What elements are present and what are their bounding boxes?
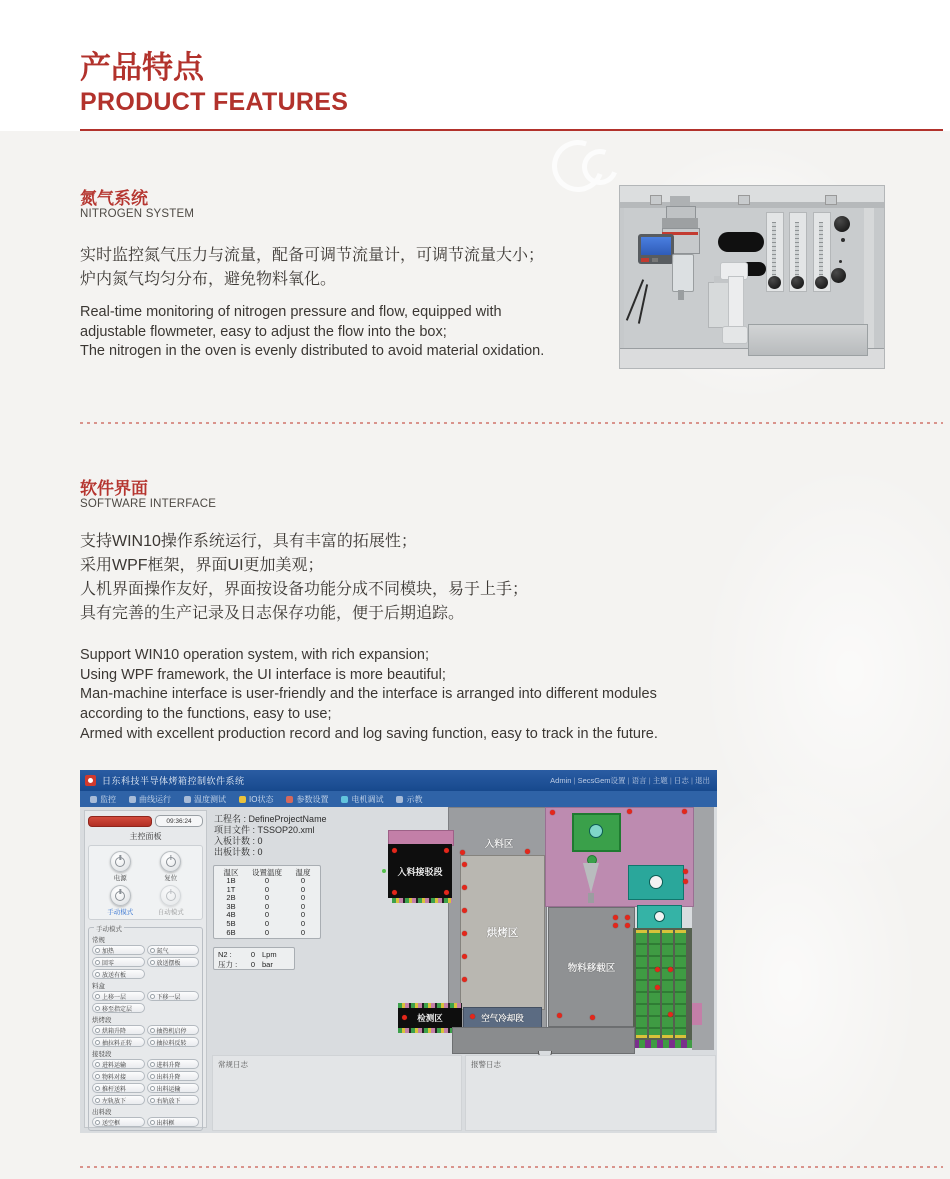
- tab-icon: [286, 796, 293, 803]
- toolbar-tab: 温度测试: [184, 794, 226, 805]
- page-title-en: PRODUCT FEATURES: [80, 88, 349, 116]
- tab-icon: [341, 796, 348, 803]
- toolbar-tab: 示教: [396, 794, 422, 805]
- round-button: [110, 851, 131, 872]
- status-dot: [683, 879, 688, 884]
- pipe: [728, 276, 744, 332]
- status-dot: [525, 849, 530, 854]
- titlebar-menu-item: | SecsGem设置: [571, 776, 625, 785]
- status-dot: [444, 890, 449, 895]
- panel-slot: [718, 232, 764, 252]
- flowmeter-knob: [768, 276, 781, 289]
- control-group: 接驳段 进料运输 进料升降 物料对接 出料升降 推杆送料 出料运输 左轨放下 右轨放下: [92, 1049, 199, 1105]
- software-text-en: [80, 646, 658, 745]
- flowmeter-tube: [772, 222, 776, 278]
- temp-row: 5B 0 0: [226, 918, 306, 928]
- round-button-label: 手动模式: [107, 909, 134, 916]
- frame-apron: [452, 1027, 635, 1054]
- status-dot: [462, 862, 467, 867]
- control-button: 下移一层: [147, 991, 200, 1001]
- app-toolbar: [80, 791, 717, 807]
- round-button-label: 自动模式: [157, 909, 184, 916]
- panel-title: 主控面板: [129, 832, 162, 841]
- text-line: Man-machine interface is user-friendly and the interface is arranged into different modules: [80, 686, 657, 703]
- tab-icon: [184, 796, 191, 803]
- software-heading-zh: 软件界面: [80, 479, 148, 498]
- gas-line: 压力 : 0 bar: [218, 960, 290, 970]
- control-button: 抽热机启停: [147, 1025, 200, 1035]
- valve-knob: [834, 216, 850, 232]
- status-dot: [655, 985, 660, 990]
- text-line: Real-time monitoring of nitrogen pressure and flow, equipped with: [80, 304, 502, 320]
- ce-watermark: [552, 136, 616, 200]
- temp-row: 1B 0 0: [226, 876, 306, 885]
- status-dot: [550, 810, 555, 815]
- text-line: 实时监控氮气压力与流量，配备可调节流量计，可调节流量大小；: [80, 247, 545, 264]
- progress-bar: [88, 816, 152, 827]
- info-line: 工程名 : DefineProjectName: [214, 814, 327, 825]
- status-dot: [627, 809, 632, 814]
- app-title: 日东科技半导体烤箱控制软件系统: [102, 776, 245, 786]
- control-button: 左轨放下: [92, 1095, 145, 1105]
- text-line: Support WIN10 operation system, with rich expansion;: [80, 647, 429, 663]
- status-dot: [462, 931, 467, 936]
- control-button: 右轨放下: [147, 1095, 200, 1105]
- bottom-divider: [80, 1166, 943, 1168]
- titlebar-menu-item: | 退出: [689, 776, 710, 785]
- power-icon: [166, 857, 176, 867]
- hopper-cone: [583, 863, 599, 893]
- round-button: [110, 885, 131, 906]
- tab-icon: [239, 796, 246, 803]
- power-icon: [115, 891, 125, 901]
- app-titlebar: [80, 770, 717, 791]
- titlebar-menu-item: | 日志: [668, 776, 689, 785]
- text-line: adjustable flowmeter, easy to adjust the flow into the box;: [80, 323, 447, 340]
- round-button: [160, 851, 181, 872]
- control-button: 移至指定层: [92, 1003, 145, 1013]
- temperature-box: [213, 865, 321, 939]
- log-title: 报警日志: [471, 1060, 501, 1069]
- temp-row: 1T 0 0: [226, 884, 306, 894]
- control-button: 出料框: [147, 1117, 200, 1127]
- control-button: 放送摆板: [147, 957, 200, 967]
- status-dot: [590, 1015, 595, 1020]
- control-button: 烘箱升降: [92, 1025, 145, 1035]
- status-dot: [460, 850, 465, 855]
- control-button: 进料运输: [92, 1059, 145, 1069]
- software-screenshot: [80, 770, 717, 1133]
- manual-mode-box: [88, 927, 203, 1131]
- status-dot: [402, 1015, 407, 1020]
- log-panel-normal: [212, 1055, 462, 1131]
- toolbar-tab: 电机调试: [341, 794, 383, 805]
- zone-detection: 检测区: [398, 1008, 462, 1028]
- zone-infeed: 入料区: [484, 839, 514, 850]
- status-dot: [470, 1014, 475, 1019]
- text-line: The nitrogen in the oven is evenly distributed to avoid material oxidation.: [80, 343, 545, 360]
- control-button: 上移一层: [92, 991, 145, 1001]
- text-line: 支持WIN10操作系统运行，具有丰富的拓展性；: [80, 533, 417, 550]
- text-line: 炉内氮气均匀分布，避免物料氧化。: [80, 271, 337, 288]
- nitrogen-heading-en: NITROGEN SYSTEM: [80, 208, 195, 220]
- section-divider: [80, 422, 943, 424]
- control-button: 推杆送料: [92, 1083, 145, 1093]
- status-dot: [668, 967, 673, 972]
- status-dot: [613, 923, 618, 928]
- project-info: [214, 814, 327, 858]
- titlebar-menu: [550, 775, 710, 786]
- filter-bowl: [672, 254, 694, 292]
- control-button: 出料运输: [147, 1083, 200, 1093]
- toolbar-tab: IO状态: [239, 794, 273, 805]
- status-dot: [625, 923, 630, 928]
- control-button: 抽拉料反转: [147, 1037, 200, 1047]
- control-button: 回零: [92, 957, 145, 967]
- power-icon: [115, 857, 125, 867]
- info-line: 项目文件 : TSSOP20.xml: [214, 825, 327, 836]
- text-line: Armed with excellent production record and log saving function, easy to track in the future.: [80, 725, 658, 742]
- text-line: according to the functions, easy to use;: [80, 706, 332, 723]
- control-group: 料盒 上移一层 下移一层 移至指定层: [92, 981, 199, 1013]
- temp-row: 3B 0 0: [226, 901, 306, 911]
- titlebar-menu-item: Admin: [550, 776, 572, 785]
- flowmeter-tube: [819, 222, 823, 278]
- control-button: 物料对接: [92, 1071, 145, 1081]
- flowmeter-knob: [791, 276, 804, 289]
- gas-readout: [213, 947, 295, 970]
- pressure-regulator: [670, 196, 690, 206]
- software-heading-en: SOFTWARE INTERFACE: [80, 498, 217, 510]
- titlebar-menu-item: | 语言: [626, 776, 647, 785]
- control-button: 放送有板: [92, 969, 145, 979]
- tab-icon: [396, 796, 403, 803]
- status-dot: [557, 1013, 562, 1018]
- control-group: 烘烤段 烘箱升降 抽热机启停 抽拉料正转 抽拉料反转: [92, 1015, 199, 1047]
- titlebar-menu-item: | 主题: [647, 776, 668, 785]
- control-button: 进料升降: [147, 1059, 200, 1069]
- gas-line: N2 : 0 Lpm: [218, 950, 290, 960]
- info-line: 出板计数 : 0: [214, 847, 327, 858]
- mode-box-title: 手动模式: [96, 926, 122, 933]
- control-button: 送空框: [92, 1117, 145, 1127]
- flowmeter-tube: [795, 222, 799, 278]
- nitrogen-text-en: [80, 303, 544, 362]
- flowmeter-knob: [815, 276, 828, 289]
- status-dot: [625, 915, 630, 920]
- status-dot: [682, 809, 687, 814]
- status-dot: [392, 890, 397, 895]
- control-button: 抽拉料正转: [92, 1037, 145, 1047]
- nitrogen-text-zh: [80, 244, 544, 292]
- control-button: 加热: [92, 945, 145, 955]
- temperature-table: 温区 设置温度 温度 1B 0 0 1T 0 0 2B 0 0 3B 0 0 4B 0 0 5B 0 0 6B 0 0: [219, 868, 315, 937]
- nitrogen-heading-zh: 氮气系统: [80, 189, 148, 208]
- status-dot: [462, 908, 467, 913]
- mount-clip: [650, 195, 662, 205]
- main-control-buttons: [88, 845, 203, 920]
- text-line: 具有完善的生产记录及日志保存功能，便于后期追踪。: [80, 605, 465, 622]
- log-title: 常规日志: [218, 1060, 248, 1069]
- control-button: 出料升降: [147, 1071, 200, 1081]
- round-button-label: 复位: [164, 875, 178, 882]
- log-panel-alarm: [465, 1055, 716, 1131]
- toolbar-tab: 曲线运行: [129, 794, 171, 805]
- text-line: 人机界面操作友好，界面按设备功能分成不同模块，易于上手；: [80, 581, 529, 598]
- temp-row: 6B 0 0: [226, 927, 306, 937]
- control-button: 氮气: [147, 945, 200, 955]
- status-dot: [444, 848, 449, 853]
- tab-icon: [129, 796, 136, 803]
- toolbar-tab: 监控: [90, 794, 116, 805]
- text-line: Using WPF framework, the UI interface is more beautiful;: [80, 666, 446, 683]
- tab-icon: [90, 796, 97, 803]
- round-button-label: 电源: [113, 875, 127, 882]
- zone-transfer: 物料移载区: [548, 907, 635, 1027]
- text-line: 采用WPF框架，界面UI更加美观；: [80, 557, 324, 574]
- header-divider: [80, 129, 943, 131]
- status-dot: [668, 1012, 673, 1017]
- nitrogen-photo: [620, 186, 884, 368]
- control-group: 出料段 送空框 出料框: [92, 1107, 199, 1127]
- metal-box: [748, 324, 868, 356]
- status-dot: [392, 848, 397, 853]
- zone-air-cooling: 空气冷却段: [463, 1007, 542, 1029]
- toolbar-tab: 参数设置: [286, 794, 328, 805]
- status-dot: [655, 967, 660, 972]
- machine-diagram: [380, 807, 717, 1055]
- magazine-racks: [633, 928, 692, 1040]
- info-line: 入板计数 : 0: [214, 836, 327, 847]
- gauge-screen: [641, 237, 671, 255]
- app-icon: [85, 775, 96, 786]
- temp-row: 4B 0 0: [226, 910, 306, 920]
- status-dot: [462, 954, 467, 959]
- status-dot: [462, 885, 467, 890]
- control-panel: [84, 810, 207, 1128]
- zone-baking: 烘烤区: [460, 855, 545, 1010]
- mount-clip: [738, 195, 750, 205]
- page-title-zh: 产品特点: [80, 50, 204, 85]
- green-dot: [382, 869, 386, 873]
- software-text-zh: [80, 530, 528, 626]
- round-button: [160, 885, 181, 906]
- status-dot: [613, 915, 618, 920]
- control-group: 常规 加热 氮气 回零 放送摆板 放送有板: [92, 935, 199, 979]
- mount-clip: [825, 195, 837, 205]
- valve-knob: [831, 268, 846, 283]
- clock: 09:36:24: [155, 815, 203, 827]
- status-dot: [683, 869, 688, 874]
- zone-infeed-dock: 入料接驳段: [388, 844, 452, 898]
- status-dot: [462, 977, 467, 982]
- power-icon: [166, 891, 176, 901]
- temp-row: 2B 0 0: [226, 893, 306, 903]
